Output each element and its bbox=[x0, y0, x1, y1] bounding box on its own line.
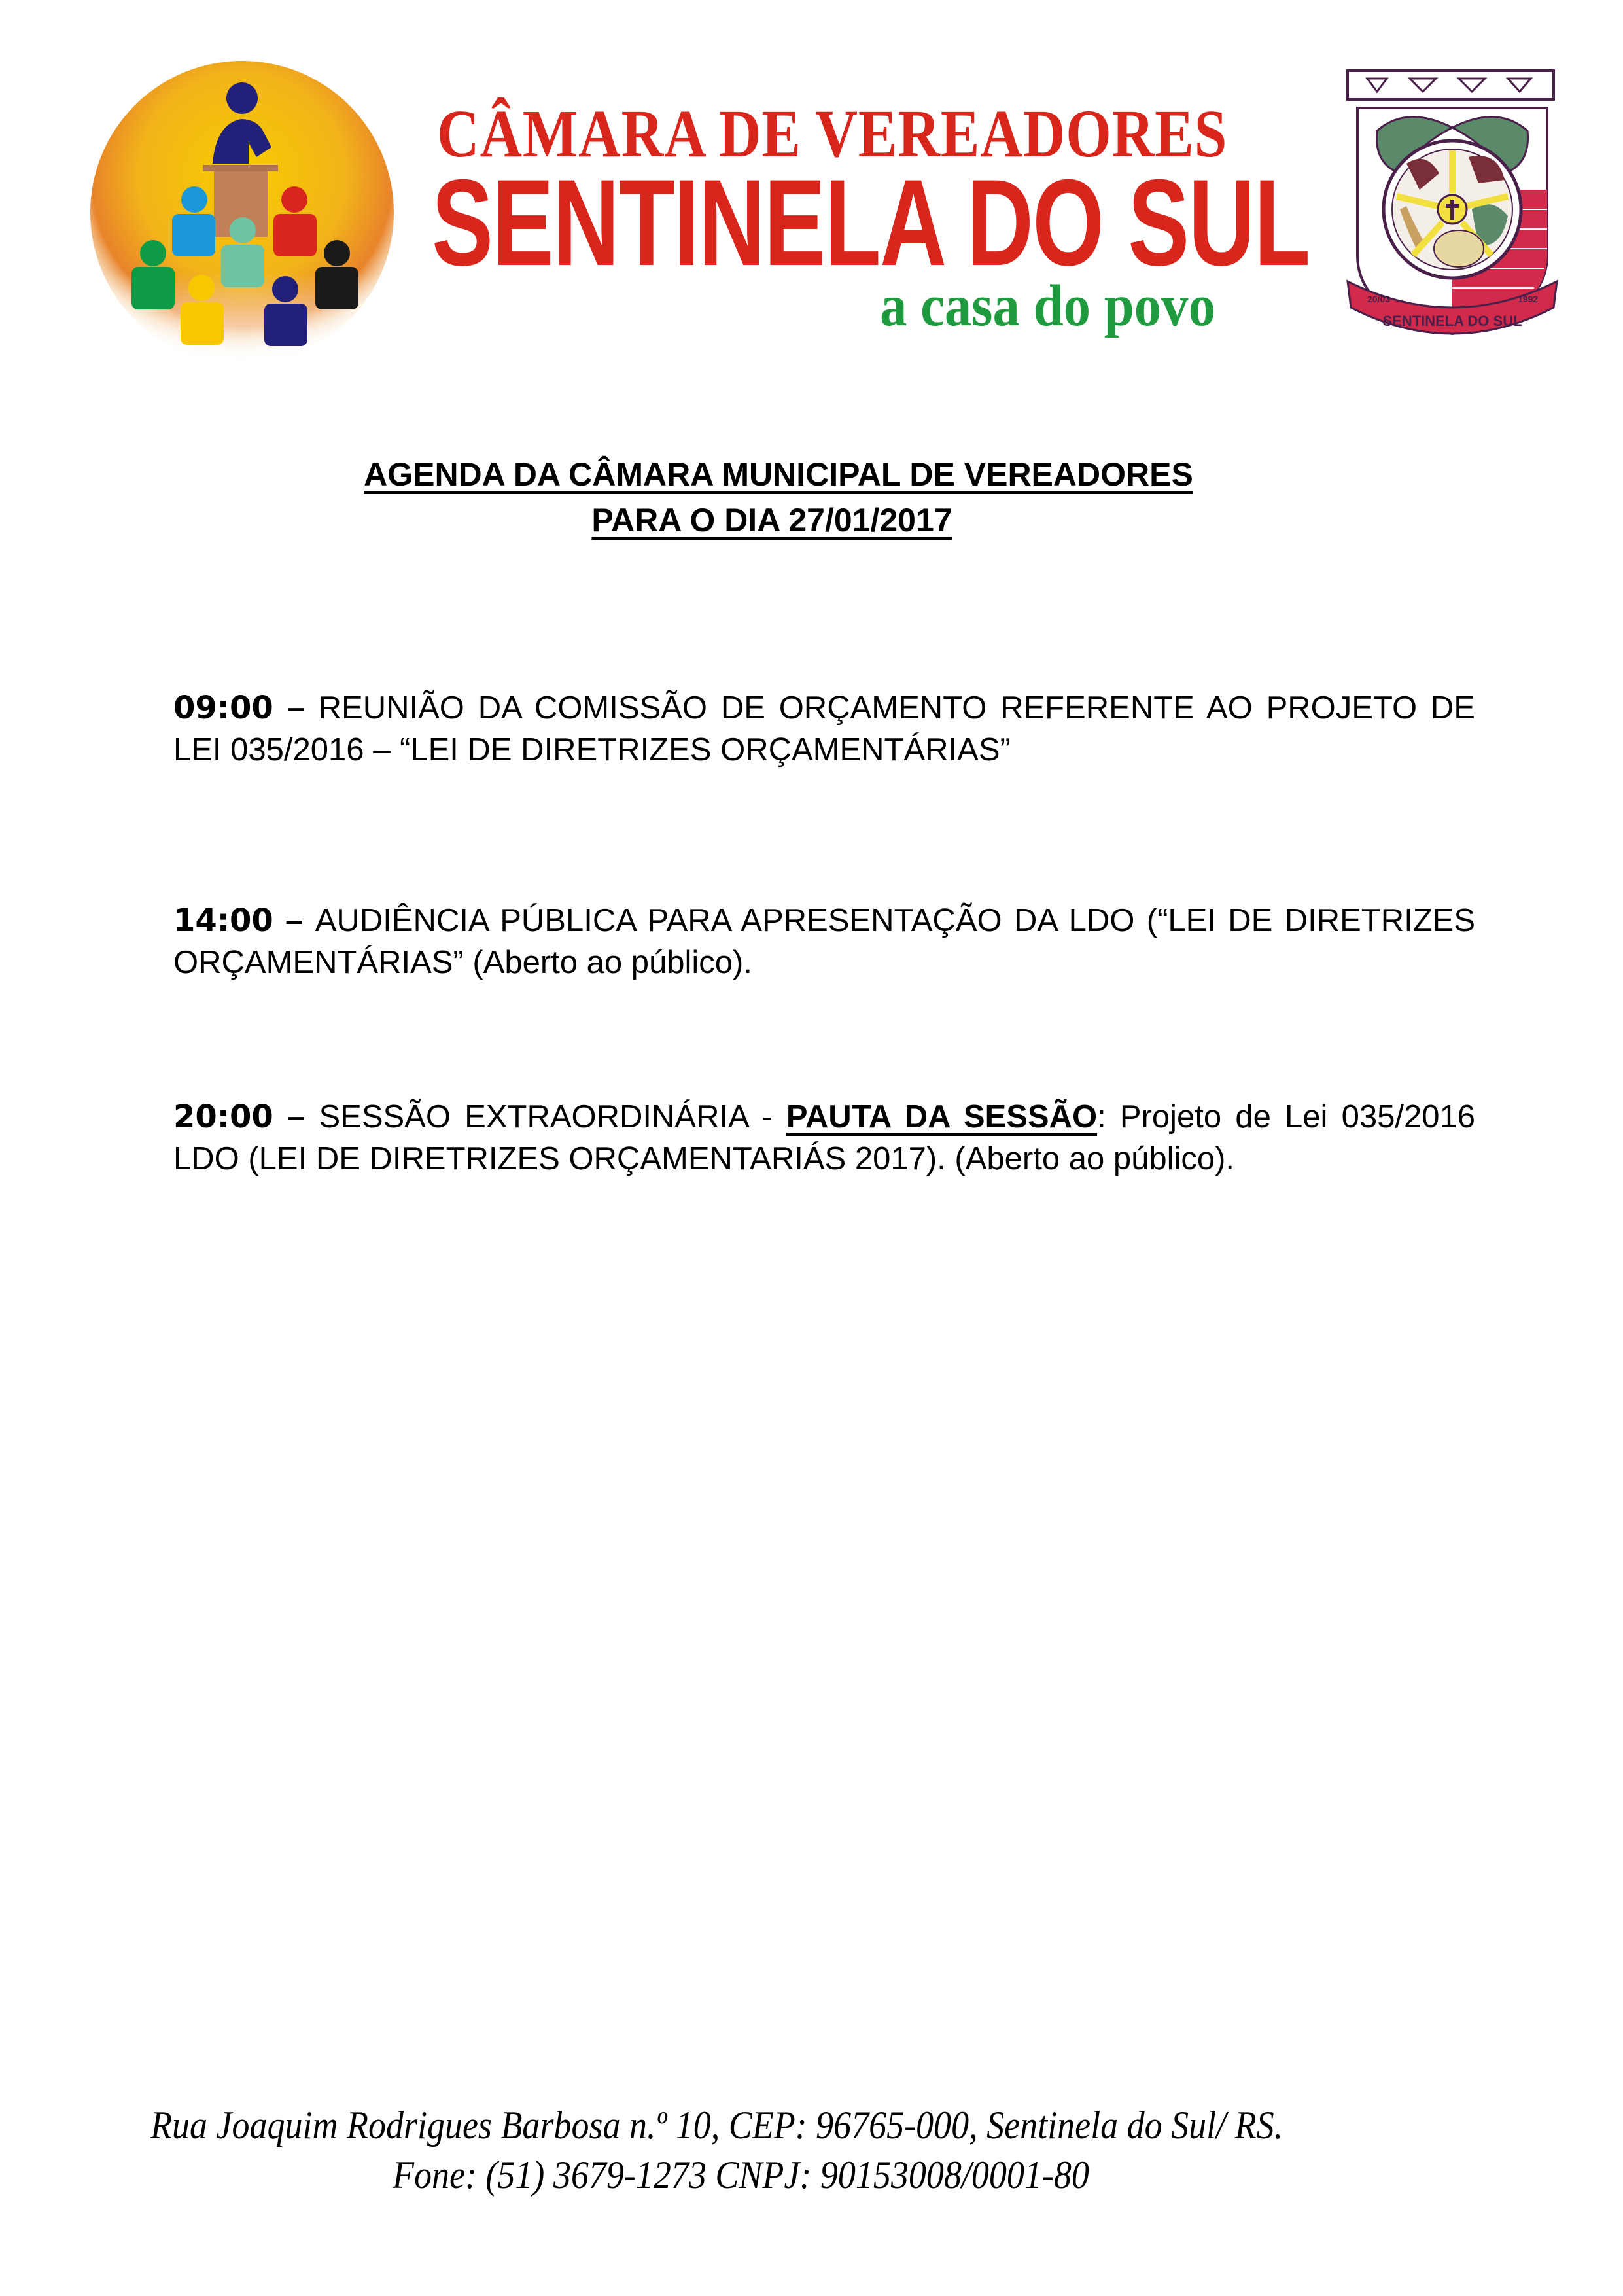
crest-ribbon-text: SENTINELA DO SUL bbox=[1382, 313, 1522, 329]
title-line-2-date: PARA O DIA 27/01/2017 bbox=[591, 502, 952, 539]
agenda-dash: – bbox=[273, 903, 315, 938]
agenda-time: 09:00 bbox=[173, 690, 273, 726]
agenda-time: 14:00 bbox=[173, 902, 273, 939]
agenda-description-suffix: : Projeto de Lei 035/2016 LDO (LEI DE DIRETRIZES ORÇAMENTARIÁS 2017). (Aberto ao público). bbox=[173, 1099, 1476, 1176]
agenda-description: AUDIÊNCIA PÚBLICA PARA APRESENTAÇÃO DA LDO (“LEI DE DIRETRIZES ORÇAMENTÁRIAS” (Aberto ao público). bbox=[173, 903, 1475, 980]
crest-ribbon-year: 1992 bbox=[1518, 294, 1539, 304]
brand-slogan: a casa do povo bbox=[880, 274, 1215, 338]
agenda-description-prefix: SESSÃO EXTRAORDINÁRIA - bbox=[319, 1099, 786, 1135]
letterhead bbox=[0, 0, 1623, 380]
agenda-item bbox=[173, 900, 1475, 983]
brand-title: CÂMARA DE VEREADORES bbox=[437, 96, 1228, 171]
footer-phone-cnpj: Fone: (51) 3679-1273 CNPJ: 90153008/0001-80 bbox=[393, 2153, 1089, 2197]
title-line-1: AGENDA DA CÂMARA MUNICIPAL DE VEREADORES bbox=[364, 456, 1193, 493]
municipal-coat-of-arms-icon bbox=[1328, 59, 1577, 353]
crest-ribbon-date: 20/03 bbox=[1367, 294, 1391, 304]
agenda-time: 20:00 bbox=[173, 1099, 273, 1135]
agenda-dash: – bbox=[273, 1099, 319, 1135]
agenda-item bbox=[173, 1096, 1475, 1180]
footer-address: Rua Joaquim Rodrigues Barbosa n.º 10, CEP: 96765-000, Sentinela do Sul/ RS. bbox=[150, 2104, 1283, 2147]
assembly-people-podium-icon bbox=[85, 59, 399, 366]
session-agenda-label: PAUTA DA SESSÃO bbox=[786, 1099, 1098, 1135]
agenda-item bbox=[173, 687, 1475, 771]
agenda-description: REUNIÃO DA COMISSÃO DE ORÇAMENTO REFERENTE AO PROJETO DE LEI 035/2016 – “LEI DE DIRETRIZES ORÇAMENTÁRIAS” bbox=[173, 690, 1475, 768]
brand-city: SENTINELA DO SUL bbox=[432, 154, 1310, 291]
agenda-dash: – bbox=[273, 690, 319, 726]
brand-wordmark bbox=[432, 92, 1310, 340]
